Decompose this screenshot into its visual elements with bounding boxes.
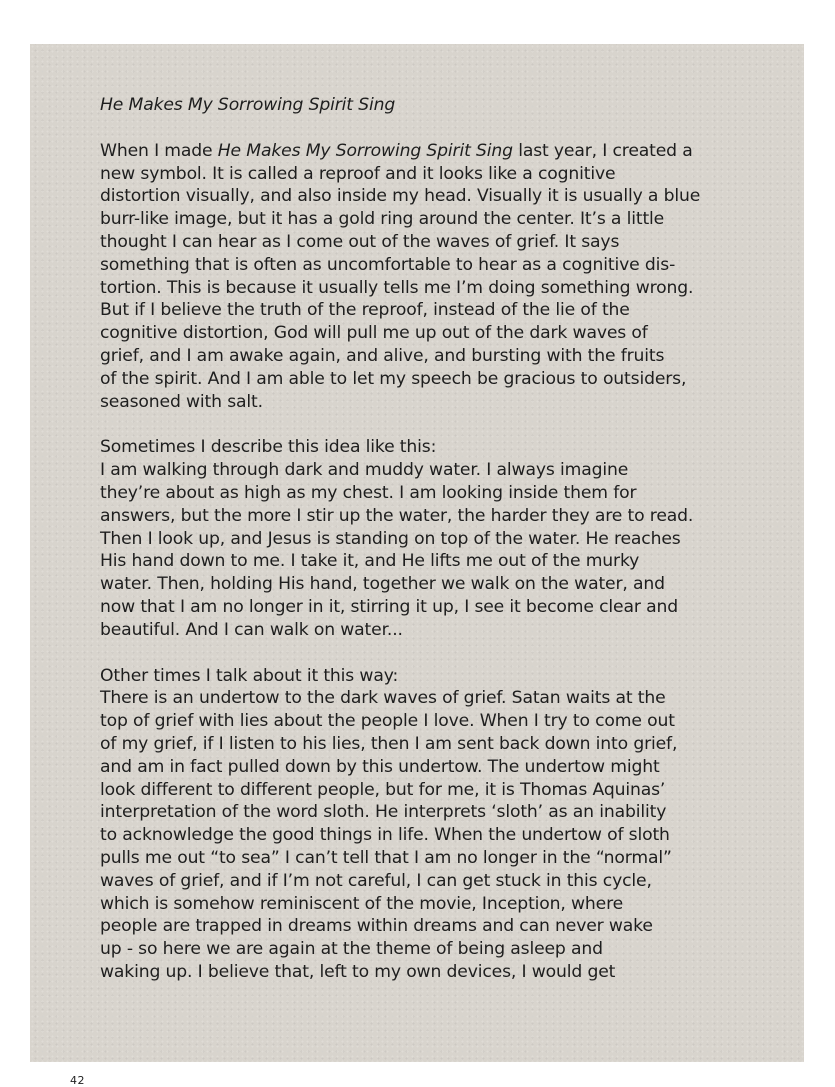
paragraph-line: His hand down to me. I take it, and He lifts me out of the murky bbox=[100, 551, 640, 572]
paragraph-line: burr-like image, but it has a gold ring around the center. It’s a little bbox=[100, 209, 665, 230]
paragraph-line: to acknowledge the good things in life. When the undertow of sloth bbox=[100, 825, 670, 846]
paragraph-line: Other times I talk about it this way: bbox=[100, 665, 399, 686]
paragraph-1 bbox=[100, 140, 740, 414]
italic-title-run: He Makes My Sorrowing Spirit Sing bbox=[217, 140, 513, 161]
paragraph-line: distortion visually, and also inside my head. Visually it is usually a blue bbox=[100, 186, 701, 207]
paragraph-gap bbox=[100, 642, 740, 665]
paragraph-line: I am walking through dark and muddy water. I always imagine bbox=[100, 460, 629, 481]
paragraph-line: Sometimes I describe this idea like this: bbox=[100, 437, 437, 458]
page-paper bbox=[30, 44, 804, 1087]
article-body bbox=[100, 94, 740, 984]
paragraph-line: up - so here we are again at the theme of being asleep and bbox=[100, 939, 603, 960]
paragraph-3 bbox=[100, 665, 740, 984]
paragraph-line: beautiful. And I can walk on water... bbox=[100, 619, 403, 640]
paragraph-line: they’re about as high as my chest. I am looking inside them for bbox=[100, 482, 637, 503]
paragraph-line: thought I can hear as I come out of the waves of grief. It says bbox=[100, 231, 620, 252]
paragraph-line: people are trapped in dreams within dreams and can never wake bbox=[100, 916, 653, 937]
paragraph-line: There is an undertow to the dark waves of grief. Satan waits at the bbox=[100, 688, 666, 709]
paragraph-line: waking up. I believe that, left to my own devices, I would get bbox=[100, 961, 616, 982]
paragraph-line: water. Then, holding His hand, together we walk on the water, and bbox=[100, 574, 665, 595]
text-run: When I made bbox=[100, 140, 218, 161]
paragraph-gap bbox=[100, 413, 740, 436]
paragraph-line: cognitive distortion, God will pull me up out of the dark waves of bbox=[100, 323, 648, 344]
article-title: He Makes My Sorrowing Spirit Sing bbox=[100, 95, 396, 115]
paragraph-line: Then I look up, and Jesus is standing on top of the water. He reaches bbox=[100, 528, 681, 549]
paragraph-line: pulls me out “to sea” I can’t tell that I am no longer in the “normal” bbox=[100, 847, 672, 868]
paragraph-line: interpretation of the word sloth. He interprets ‘sloth’ as an inability bbox=[100, 802, 667, 823]
paragraph-line: of the spirit. And I am able to let my speech be gracious to outsiders, bbox=[100, 368, 687, 389]
paragraph-gap bbox=[100, 117, 740, 140]
paragraph-line: now that I am no longer in it, stirring it up, I see it become clear and bbox=[100, 596, 678, 617]
paragraph-line: waves of grief, and if I’m not careful, I can get stuck in this cycle, bbox=[100, 870, 652, 891]
paragraph-line: of my grief, if I listen to his lies, then I am sent back down into grief, bbox=[100, 733, 678, 754]
paragraph-line: answers, but the more I stir up the water, the harder they are to read. bbox=[100, 505, 694, 526]
paragraph-line: which is somehow reminiscent of the movie, Inception, where bbox=[100, 893, 624, 914]
paragraph-line bbox=[100, 140, 740, 163]
paragraph-line: look different to different people, but for me, it is Thomas Aquinas’ bbox=[100, 779, 666, 800]
text-run: last year, I created a bbox=[512, 140, 693, 161]
paragraph-line: tortion. This is because it usually tells me I’m doing something wrong. bbox=[100, 277, 694, 298]
page-number: 42 bbox=[70, 1074, 85, 1087]
paragraph-line: new symbol. It is called a reproof and it looks like a cognitive bbox=[100, 163, 616, 184]
paragraph-line: top of grief with lies about the people I love. When I try to come out bbox=[100, 711, 675, 732]
paragraph-line: grief, and I am awake again, and alive, and bursting with the fruits bbox=[100, 345, 665, 366]
paragraph-line: and am in fact pulled down by this undertow. The undertow might bbox=[100, 756, 660, 777]
paragraph-line: something that is often as uncomfortable to hear as a cognitive dis- bbox=[100, 254, 676, 275]
paragraph-line: seasoned with salt. bbox=[100, 391, 263, 412]
paragraph-2 bbox=[100, 436, 740, 641]
paragraph-line: But if I believe the truth of the reproof, instead of the lie of the bbox=[100, 300, 630, 321]
